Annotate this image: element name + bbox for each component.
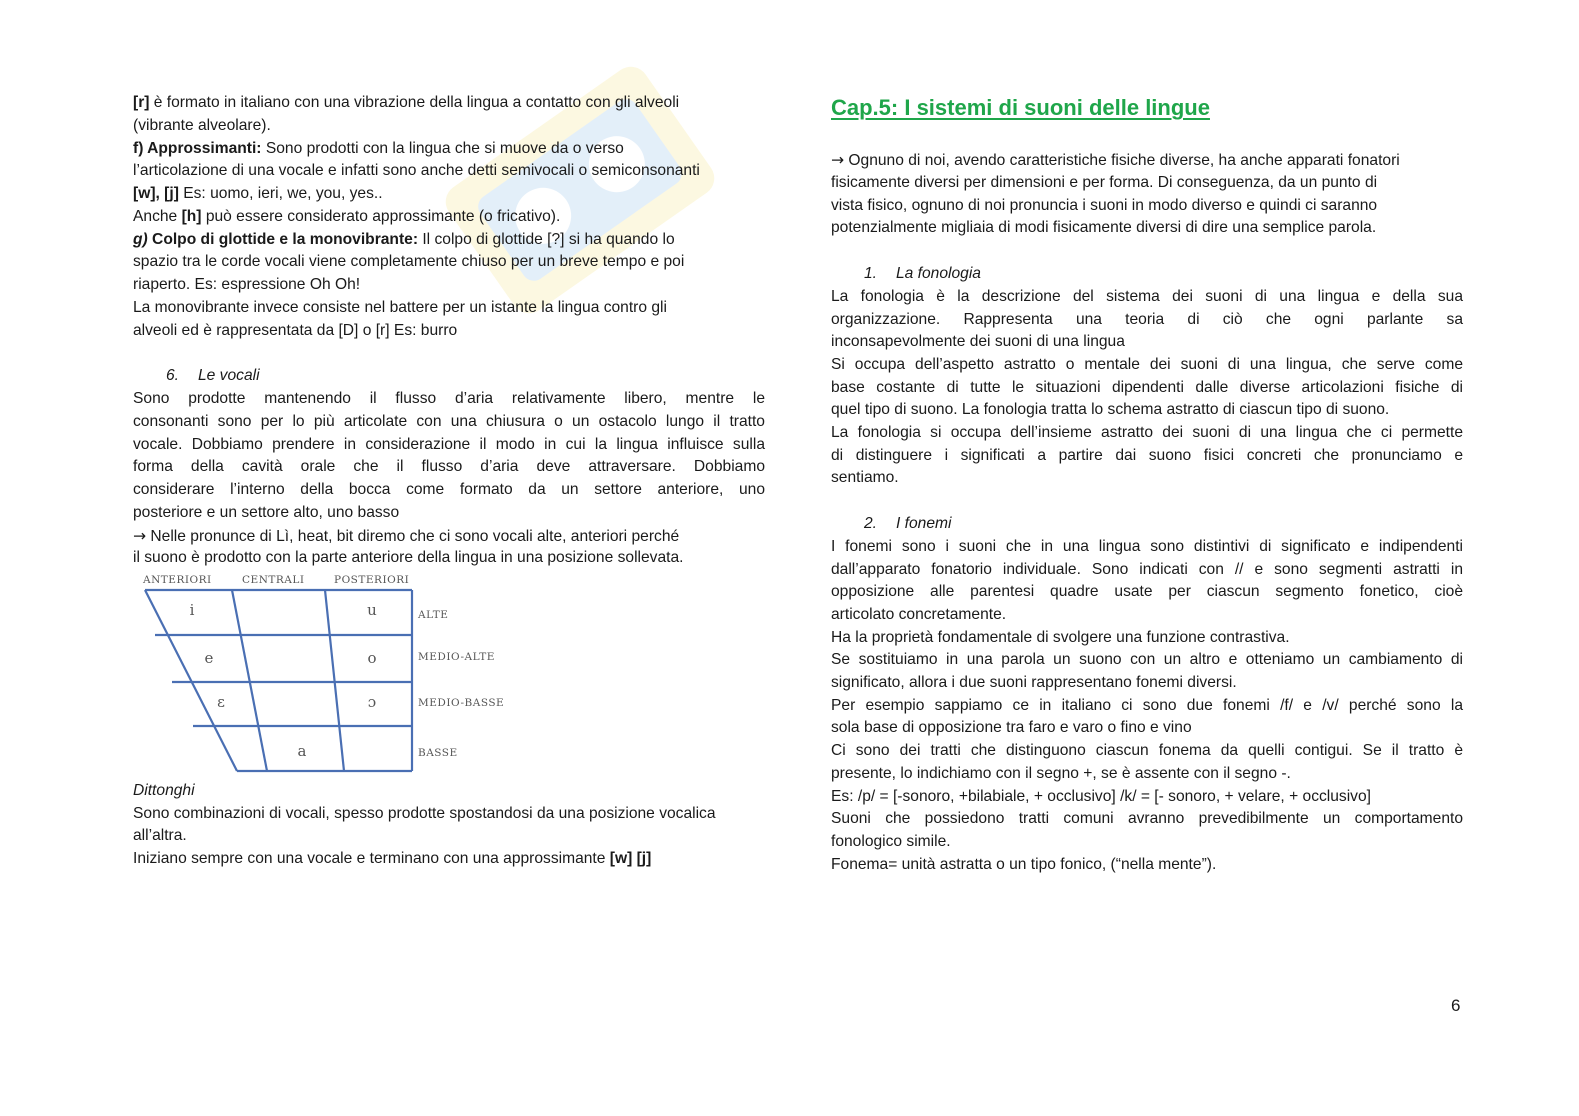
- paragraph-line: Iniziano sempre con una vocale e terminano con una approssimante [w] [j]: [133, 850, 652, 867]
- text-line: La monovibrante invece consiste nel battere per un istante la lingua contro gli: [133, 299, 667, 316]
- section-heading: 2. I fonemi: [864, 515, 952, 532]
- section-heading: 6. Le vocali: [166, 367, 260, 384]
- page-number: 6: [1451, 996, 1461, 1015]
- col-header: ANTERIORI: [143, 574, 212, 586]
- text-line: (vibrante alveolare).: [133, 117, 271, 134]
- paragraph-line: sola base di opposizione tra faro e varo o fino e vino: [831, 719, 1192, 736]
- paragraph-line: Sono combinazioni di vocali, spesso prodotte spostandosi da una posizione vocalica: [133, 805, 716, 822]
- paragraph-line: potenzialmente migliaia di modi fisicamente diversi di dire una semplice parola.: [831, 219, 1377, 236]
- text-line: Anche [h] può essere considerato approssimante (o fricativo).: [133, 208, 561, 225]
- vowel-symbol: e: [204, 649, 214, 667]
- row-label: ALTE: [418, 609, 449, 621]
- vowel-symbol: i: [189, 601, 195, 619]
- paragraph-line: fonologico simile.: [831, 833, 951, 850]
- vowel-symbol: a: [297, 742, 307, 760]
- vowel-symbol: ɔ: [367, 693, 377, 711]
- vowel-symbol: ɛ: [217, 693, 225, 711]
- chapter-title: Cap.5: I sistemi di suoni delle lingue: [831, 95, 1210, 120]
- text-line: alveoli ed è rappresentata da [D] o [r] Es: burro: [133, 322, 458, 339]
- row-label: BASSE: [418, 747, 458, 759]
- paragraph-line: sentiamo.: [831, 469, 899, 486]
- paragraph-line: Se sostituiamo in una parola un suono con un altro e otteniamo un cambiamento di: [831, 651, 1463, 668]
- arrow-right-icon: →: [133, 527, 147, 545]
- paragraph-line: forma della cavità orale che il flusso d’aria deve attraversare. Dobbiamo: [133, 458, 765, 475]
- paragraph-line: posteriore e un settore alto, uno basso: [133, 504, 400, 521]
- dittonghi-heading: Dittonghi: [133, 782, 195, 799]
- paragraph-line: dall’apparato fonatorio individuale. Sono indicati con // e sono segmenti astratti in: [831, 561, 1463, 578]
- paragraph-line: La fonologia è la descrizione del sistema dei suoni di una lingua e della sua: [831, 288, 1463, 305]
- paragraph-line: Per esempio sappiamo ce in italiano ci sono due fonemi /f/ e /v/ perché sono la: [831, 697, 1463, 714]
- paragraph-line: consonanti sono per lo più articolate con una chiusura o un ostacolo lungo il tratto: [133, 413, 765, 430]
- paragraph-line: La fonologia si occupa dell’insieme astratto dei suoni di una lingua che ci permette: [831, 424, 1463, 441]
- paragraph-line: Si occupa dell’aspetto astratto o mentale dei suoni di una lingua, che serve come: [831, 356, 1463, 373]
- col-header: POSTERIORI: [334, 574, 410, 586]
- paragraph-line: Sono prodotte mantenendo il flusso d’aria relativamente libero, mentre le: [133, 390, 765, 407]
- paragraph-line: significato, allora i due suoni rappresentano fonemi diversi.: [831, 674, 1237, 691]
- text-line: riaperto. Es: espressione Oh Oh!: [133, 276, 361, 293]
- paragraph-line: → Ognuno di noi, avendo caratteristiche fisiche diverse, ha anche apparati fonatori: [831, 151, 1400, 169]
- paragraph-line: base costante di tutte le situazioni dipendenti dalle diverse articolazioni fisiche di: [831, 379, 1463, 396]
- paragraph-line: Fonema= unità astratta o un tipo fonico, (“nella mente”).: [831, 856, 1217, 873]
- paragraph-line: Ci sono dei tratti che distinguono ciascun fonema da quelli contigui. Se il tratto è: [831, 742, 1463, 759]
- vowel-chart: [135, 573, 525, 778]
- paragraph-line: il suono è prodotto con la parte anteriore della lingua in una posizione sollevata.: [133, 549, 684, 566]
- paragraph-line: vista fisico, ognuno di noi pronuncia i suoni in modo diverso e quindi ci saranno: [831, 197, 1378, 214]
- text-line: spazio tra le corde vocali viene completamente chiuso per un breve tempo e poi: [133, 253, 685, 270]
- vowel-symbol: o: [367, 649, 377, 667]
- paragraph-line: articolato concretamente.: [831, 606, 1007, 623]
- text-line: g) Colpo di glottide e la monovibrante: Il colpo di glottide [?] si ha quando lo: [133, 231, 675, 248]
- paragraph-line: considerare l’interno della bocca come formato da un settore anteriore, uno: [133, 481, 765, 498]
- paragraph-line: quel tipo di suono. La fonologia tratta lo schema astratto di ciascun tipo di suono.: [831, 401, 1390, 418]
- paragraph-line: inconsapevolmente dei suoni di una lingua: [831, 333, 1125, 350]
- text-line: [r] è formato in italiano con una vibrazione della lingua a contatto con gli alveoli: [133, 94, 680, 111]
- paragraph-line: → Nelle pronunce di Lì, heat, bit diremo che ci sono vocali alte, anteriori perché: [133, 527, 680, 545]
- text-line: [w], [j] Es: uomo, ieri, we, you, yes..: [133, 185, 383, 202]
- paragraph-line: presente, lo indichiamo con il segno +, se è assente con il segno -.: [831, 765, 1291, 782]
- paragraph-line: organizzazione. Rappresenta una teoria di ciò che ogni parlante sa: [831, 311, 1463, 328]
- text-line: l’articolazione di una vocale e infatti sono anche detti semivocali o semiconsonanti: [133, 162, 700, 179]
- paragraph-line: Suoni che possiedono tratti comuni avranno prevedibilmente un comportamento: [831, 810, 1463, 827]
- paragraph-line: all’altra.: [133, 827, 187, 844]
- paragraph-line: vocale. Dobbiamo prendere in considerazione il modo in cui la lingua influisce sulla: [133, 436, 765, 453]
- arrow-right-icon: →: [831, 151, 845, 169]
- row-label: MEDIO-BASSE: [418, 697, 505, 709]
- section-heading: 1. La fonologia: [864, 265, 981, 282]
- paragraph-line: fisicamente diversi per dimensioni e per forma. Di conseguenza, da un punto di: [831, 174, 1378, 191]
- vowel-symbol: u: [367, 601, 377, 619]
- text-line: f) Approssimanti: Sono prodotti con la lingua che si muove da o verso: [133, 140, 624, 157]
- paragraph-line: Es: /p/ = [-sonoro, +bilabiale, + occlusivo] /k/ = [- sonoro, + velare, + occlusivo]: [831, 788, 1371, 805]
- paragraph-line: I fonemi sono i suoni che in una lingua sono distintivi di significato e indipendenti: [831, 538, 1463, 555]
- col-header: CENTRALI: [242, 574, 305, 586]
- paragraph-line: opposizione alle parentesi quadre usate per ciascun segmento fonetico, cioè: [831, 583, 1463, 600]
- paragraph-line: Ha la proprietà fondamentale di svolgere una funzione contrastiva.: [831, 629, 1290, 646]
- row-label: MEDIO-ALTE: [418, 651, 495, 663]
- paragraph-line: di distinguere i significati a partire dai suono fisici concreti che pronunciamo e: [831, 447, 1463, 464]
